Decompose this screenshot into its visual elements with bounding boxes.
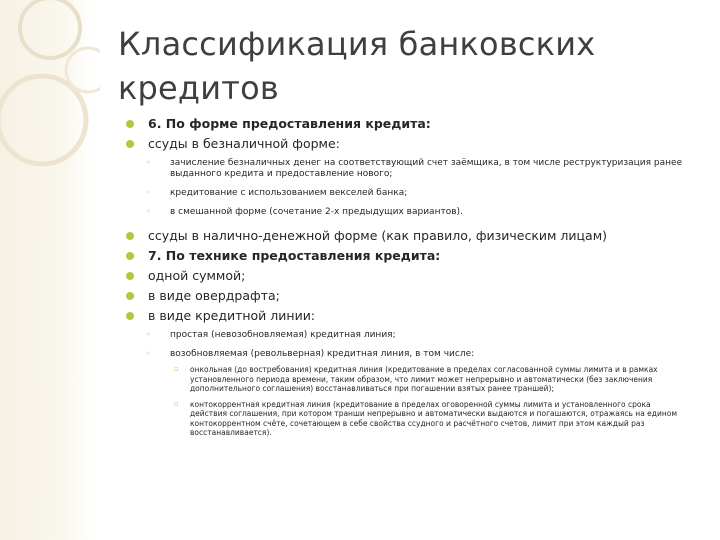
ring-bullet-icon: ◦ xyxy=(146,158,151,167)
sub-item-text: кредитование с использованием векселей банка; xyxy=(170,188,408,198)
sub-item-text: зачисление безналичных денег на соответствующий счет заёмщика, в том числе реструктуризация ранее выданного кредита и предоставление нового; xyxy=(170,158,683,179)
bullet-dot-icon xyxy=(126,292,134,300)
bullet-text: 6. По форме предоставления кредита: xyxy=(148,116,431,131)
bullet-dot-icon xyxy=(126,232,134,240)
bullet-dot-icon xyxy=(126,252,134,260)
bullet-item xyxy=(118,266,688,286)
sub-sub-item xyxy=(118,400,688,438)
slide-title: Классификация банковских кредитов xyxy=(118,25,596,107)
sub-item xyxy=(118,158,688,180)
ring-bullet-icon: ◦ xyxy=(146,188,151,197)
bullet-item xyxy=(118,134,688,154)
bullet-text: 7. По технике предоставления кредита: xyxy=(148,248,441,263)
decorative-circles xyxy=(0,0,100,180)
bullet-dot-icon xyxy=(126,312,134,320)
ring-bullet-icon: ◦ xyxy=(146,207,151,216)
sub-sub-item-text: контокоррентная кредитная линия (кредитование в пределах оговоренной суммы лимита и установленного срока действия соглашения, при котором транши непрерывно и автоматически выдаются и погашаются, отражаясь на едином контокоррентном счёте, сочетающем в себе свойства ссудного и расчётного счетов, лимит при этом каждый раз восстанавливается). xyxy=(190,399,678,437)
ring-bullet-icon: ◦ xyxy=(146,330,151,339)
sub-item-text: простая (невозобновляемая) кредитная линия; xyxy=(170,330,396,340)
bullet-text: в виде кредитной линии: xyxy=(148,308,316,323)
sub-sub-item-text: онкольная (до востребования) кредитная линия (кредитование в пределах согласованной суммы лимита и в рамках установленного периода времени, таким образом, что лимит может непрерывно и автоматически (без заключения дополнительного соглашения) восстанавливаться при погашении взятых ранее траншей); xyxy=(190,365,658,393)
bullet-dot-icon xyxy=(126,272,134,280)
bullet-dot-icon xyxy=(126,140,134,148)
sub-item xyxy=(118,349,688,360)
bullet-text: ссуды в налично-денежной форме (как правило, физическим лицам) xyxy=(148,228,608,243)
slide-content xyxy=(118,114,688,444)
dash-bullet-icon: ▫ xyxy=(174,399,179,408)
bullet-item xyxy=(118,246,688,266)
sub-item xyxy=(118,207,688,218)
dash-bullet-icon: ▫ xyxy=(174,365,179,373)
bullet-item xyxy=(118,114,688,134)
bullet-text: ссуды в безналичной форме: xyxy=(148,136,340,151)
bullet-item xyxy=(118,286,688,306)
bullet-text: одной суммой; xyxy=(148,268,246,283)
sub-item-text: в смешанной форме (сочетание 2-х предыдущих вариантов). xyxy=(170,207,463,217)
bullet-text: в виде овердрафта; xyxy=(148,288,280,303)
ring-bullet-icon: ◦ xyxy=(146,349,151,358)
sub-item-text: возобновляемая (револьверная) кредитная линия, в том числе: xyxy=(170,349,475,359)
sub-list xyxy=(118,158,688,218)
sub-list xyxy=(118,330,688,438)
bullet-item xyxy=(118,226,688,246)
bullet-dot-icon xyxy=(126,120,134,128)
sub-item xyxy=(118,188,688,199)
sub-sub-item xyxy=(118,365,688,394)
bullet-item xyxy=(118,306,688,326)
sub-item xyxy=(118,330,688,341)
